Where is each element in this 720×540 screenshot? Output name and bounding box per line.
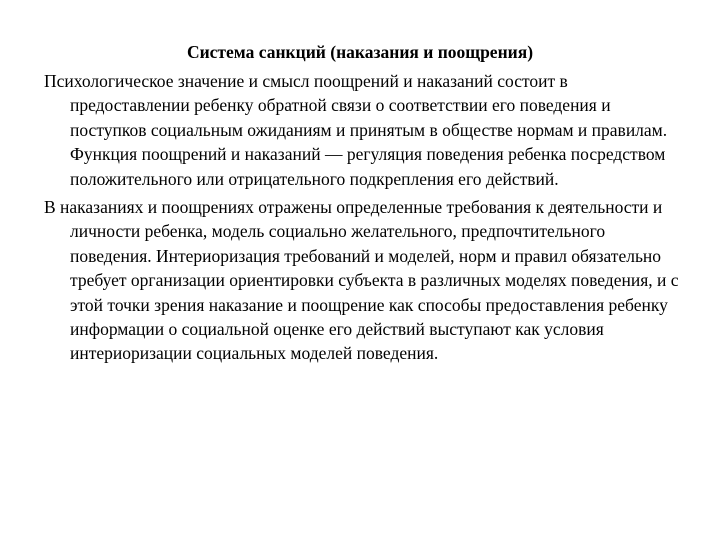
slide-title: Система санкций (наказания и поощрения) <box>186 42 534 62</box>
slide-body <box>44 69 684 370</box>
body-paragraph-2: В наказаниях и поощрениях отражены определенные требования к деятельности и личности ребенка, модель социально желательного, предпочтительного поведения. Интериоризация требований и моделей, норм и правил обязательно требует организации ориентировки субъекта в различных моделях поведения, и с этой точки зрения наказание и поощрение как способы предоставления ребенку информации о социальной оценке его действий выступают как условия интериоризации социальных моделей поведения. <box>44 197 679 364</box>
body-paragraph-1: Психологическое значение и смысл поощрений и наказаний состоит в предоставлении ребенку обратной связи о соответствии его поведения и поступков социальным ожиданиям и принятым в обществе нормам и правилам. Функция поощрений и наказаний — регуляция поведения ребенка посредством положительного или отрицательного подкрепления его действий. <box>44 71 668 189</box>
